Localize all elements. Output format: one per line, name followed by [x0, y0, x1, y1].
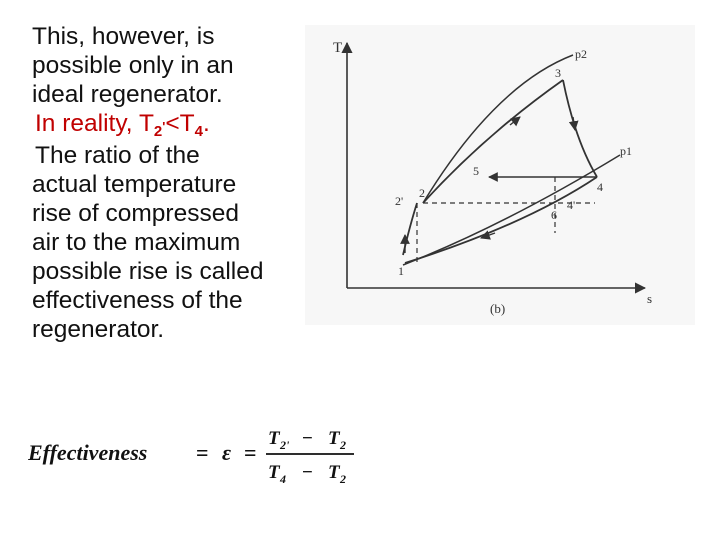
- figure-background: [305, 25, 695, 325]
- ts-diagram: [305, 25, 695, 325]
- reality-line: [32, 109, 307, 141]
- reality-dot: .: [202, 110, 210, 137]
- text-line: rise of compressed: [32, 200, 239, 227]
- reality-mid: <T: [165, 110, 195, 137]
- point-label-4-prime: 4': [567, 198, 576, 212]
- num-t2-sub: 2: [340, 438, 346, 452]
- text-line: air to the maximum: [32, 229, 241, 256]
- text-line: The ratio of the: [35, 142, 200, 169]
- y-axis-label: T: [333, 40, 343, 56]
- reality-sub-2: 2: [153, 123, 163, 140]
- point-label-6: 6: [551, 208, 557, 222]
- label-p2: p2: [575, 47, 587, 61]
- num-t2: T: [328, 428, 340, 449]
- den-t4-sub: 4: [280, 472, 286, 486]
- label-p1: p1: [620, 144, 632, 158]
- formula-lhs: Effectiveness: [28, 440, 148, 465]
- text-line: effectiveness of the: [32, 287, 243, 314]
- point-label-1: 1: [398, 264, 404, 278]
- formula-epsilon: ε: [222, 440, 232, 465]
- den-t2: T: [328, 462, 340, 483]
- den-minus: −: [302, 462, 313, 483]
- point-label-2: 2: [419, 186, 425, 200]
- formula-equals-2: =: [244, 440, 257, 465]
- num-t2prime: T: [268, 428, 280, 449]
- text-line: actual temperature: [32, 171, 237, 198]
- den-t4: T: [268, 462, 280, 483]
- text-line: regenerator.: [32, 316, 165, 343]
- x-axis-label: s: [647, 291, 653, 306]
- reality-sub-4: 4: [194, 123, 203, 140]
- point-label-4: 4: [597, 180, 603, 194]
- num-minus: −: [302, 428, 313, 449]
- formula-equals-1: =: [196, 440, 209, 465]
- text-line: This, however, is: [32, 23, 215, 50]
- num-t2prime-sub: 2': [280, 438, 290, 452]
- reality-prime: ': [162, 119, 166, 134]
- text-line: possible only in an: [32, 52, 234, 79]
- text-line: ideal regenerator.: [32, 81, 223, 108]
- figure-caption: (b): [490, 301, 506, 316]
- point-label-5: 5: [473, 164, 479, 178]
- den-t2-sub: 2: [340, 472, 346, 486]
- point-label-2-prime: 2': [395, 194, 404, 208]
- slide-text: [32, 22, 307, 344]
- effectiveness-formula: [28, 422, 368, 488]
- point-label-3: 3: [555, 66, 561, 80]
- reality-pre: In reality, T: [35, 110, 154, 137]
- text-line: possible rise is called: [32, 258, 264, 285]
